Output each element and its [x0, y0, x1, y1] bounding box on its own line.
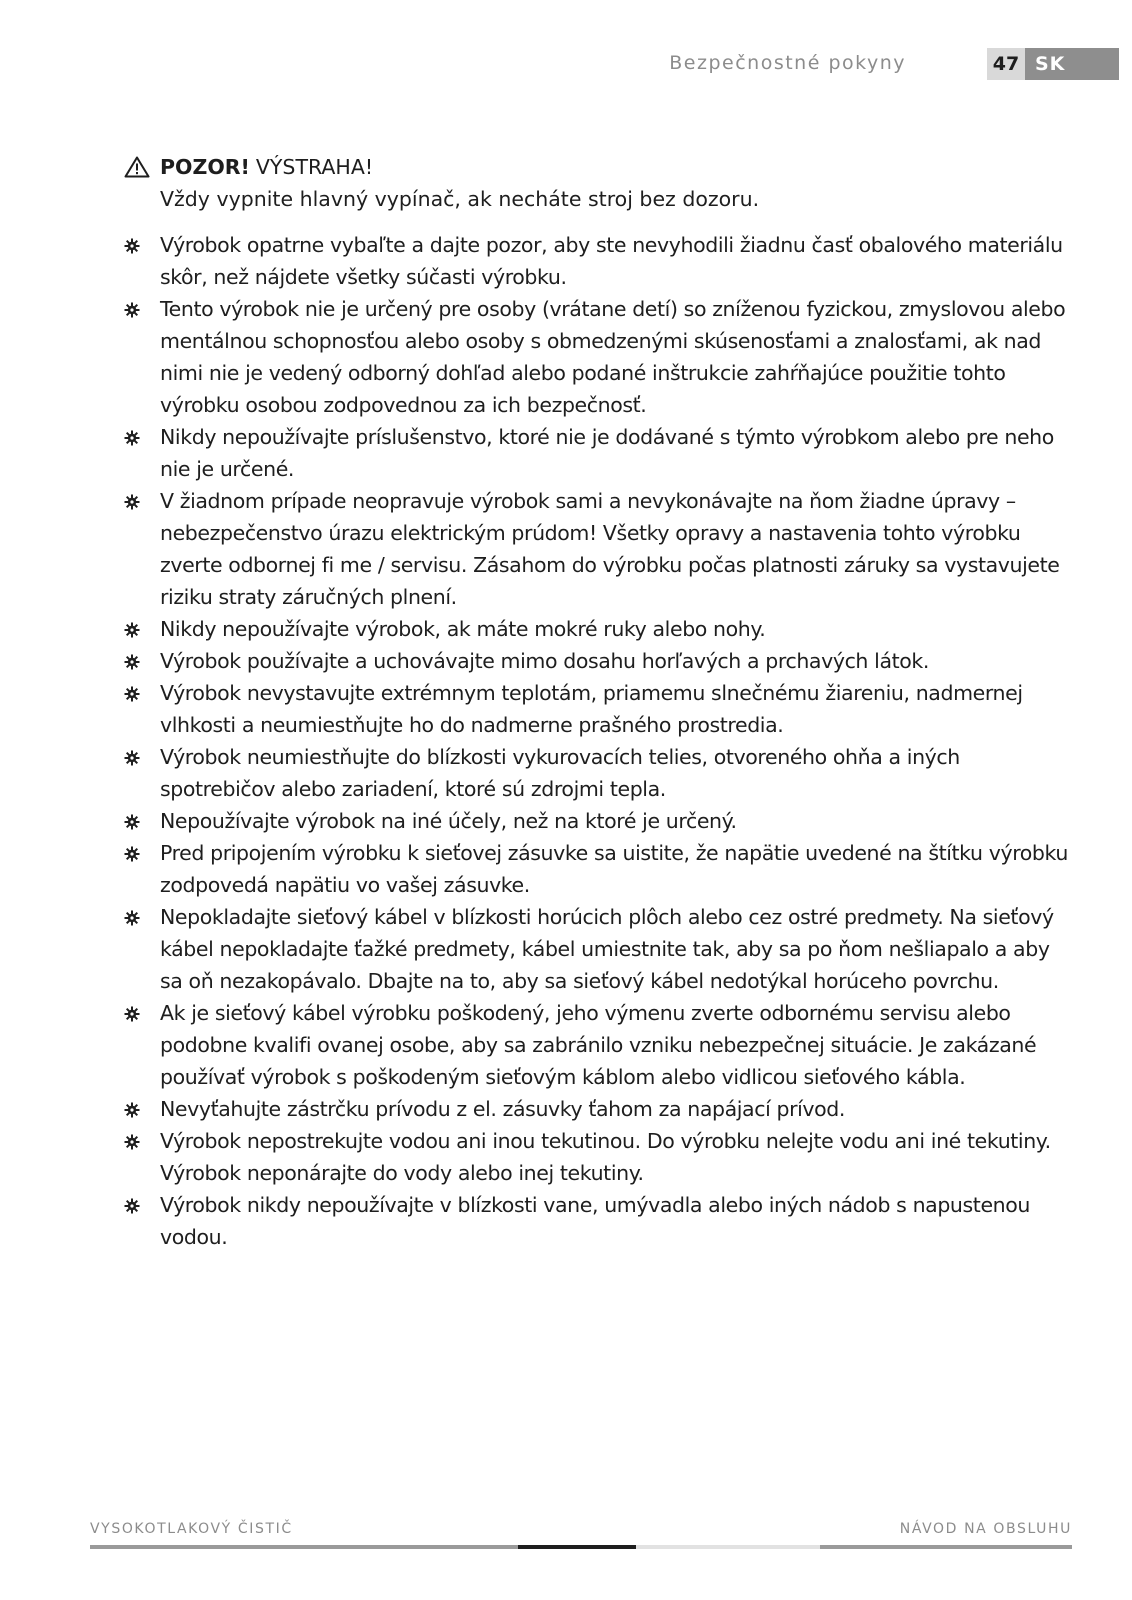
list-item [124, 1093, 1072, 1125]
list-item [124, 613, 1072, 645]
list-item [124, 1125, 1072, 1189]
list-item [124, 645, 1072, 677]
warning-block [124, 151, 1072, 215]
gear-bullet-icon [124, 1102, 140, 1118]
list-item-text: Nevyťahujte zástrčku prívodu z el. zásuvky ťahom za napájací prívod. [160, 1097, 846, 1121]
list-item-text: Výrobok používajte a uchovávajte mimo dosahu horľavých a prchavých látok. [160, 649, 929, 673]
list-item [124, 837, 1072, 901]
list-item [124, 677, 1072, 741]
list-item-text: Nepoužívajte výrobok na iné účely, než na ktoré je určený. [160, 809, 737, 833]
section-title: Bezpečnostné pokyny [669, 52, 906, 74]
footer-document-type: NÁVOD NA OBSLUHU [899, 1521, 1072, 1537]
gear-bullet-icon [124, 1198, 140, 1214]
gear-bullet-icon [124, 910, 140, 926]
warning-label-bold: POZOR! [160, 155, 250, 179]
safety-instructions-list [124, 229, 1072, 1253]
gear-bullet-icon [124, 750, 140, 766]
list-item-text: Výrobok opatrne vybaľte a dajte pozor, aby ste nevyhodili žiadnu časť obalového materiálu skôr, než nájdete všetky súčasti výrobku. [160, 233, 1063, 289]
footer-rule-segment [518, 1545, 636, 1549]
warning-triangle-icon [124, 156, 150, 178]
gear-bullet-icon [124, 686, 140, 702]
list-item [124, 901, 1072, 997]
gear-bullet-icon [124, 622, 140, 638]
list-item [124, 229, 1072, 293]
list-item-text: Tento výrobok nie je určený pre osoby (vrátane detí) so zníženou fyzickou, zmyslovou alebo mentálnou schopnosťou alebo osoby s obmedzenými skúsenosťami a znalosťami, ak nad nimi nie je vedený odborný dohľad alebo podané inštrukcie zahŕňajúce použitie tohto výrobku osobou zodpovednou za ich bezpečnosť. [160, 297, 1066, 417]
gear-bullet-icon [124, 1006, 140, 1022]
list-item [124, 805, 1072, 837]
page-number: 47 [987, 48, 1025, 80]
list-item [124, 1189, 1072, 1253]
list-item-text: Nepokladajte sieťový kábel v blízkosti horúcich plôch alebo cez ostré predmety. Na sieťový kábel nepokladajte ťažké predmety, kábel umiestnite tak, aby sa po ňom nešliapalo a aby sa oň nezakopávalo. Dbajte na to, aby sa sieťový kábel nedotýkal horúceho povrchu. [160, 905, 1054, 993]
list-item-text: Výrobok neumiestňujte do blízkosti vykurovacích telies, otvoreného ohňa a iných spotrebičov alebo zariadení, ktoré sú zdrojmi tepla. [160, 745, 960, 801]
list-item [124, 421, 1072, 485]
gear-bullet-icon [124, 814, 140, 830]
footer-rule-segment [636, 1545, 820, 1549]
language-badge: SK [1025, 48, 1119, 80]
list-item-text: Výrobok nikdy nepoužívajte v blízkosti vane, umývadla alebo iných nádob s napustenou vodou. [160, 1193, 1030, 1249]
gear-bullet-icon [124, 654, 140, 670]
list-item-text: Ak je sieťový kábel výrobku poškodený, jeho výmenu zverte odbornému servisu alebo podobne kvalifi ovanej osobe, aby sa zabránilo vzniku nebezpečnej situácie. Je zakázané používať výrobok s poškodeným sieťovým káblom alebo vidlicou sieťového kábla. [160, 1001, 1037, 1089]
footer-rule-segment [820, 1545, 1072, 1549]
list-item-text: Pred pripojením výrobku k sieťovej zásuvke sa uistite, že napätie uvedené na štítku výrobku zodpovedá napätiu vo vašej zásuvke. [160, 841, 1068, 897]
warning-label: VÝSTRAHA! [255, 155, 374, 179]
list-item [124, 293, 1072, 421]
list-item [124, 997, 1072, 1093]
warning-heading [124, 151, 1072, 183]
list-item-text: Výrobok nepostrekujte vodou ani inou tekutinou. Do výrobku nelejte vodu ani iné tekutiny. Výrobok neponárajte do vody alebo inej tekutiny. [160, 1129, 1051, 1185]
gear-bullet-icon [124, 846, 140, 862]
list-item-text: Nikdy nepoužívajte príslušenstvo, ktoré nie je dodávané s týmto výrobkom alebo pre neho nie je určené. [160, 425, 1054, 481]
warning-text: Vždy vypnite hlavný vypínač, ak necháte stroj bez dozoru. [160, 187, 760, 211]
list-item-text: Nikdy nepoužívajte výrobok, ak máte mokré ruky alebo nohy. [160, 617, 766, 641]
list-item-text: Výrobok nevystavujte extrémnym teplotám, priamemu slnečnému žiareniu, nadmernej vlhkosti a neumiestňujte ho do nadmerne prašného prostredia. [160, 681, 1023, 737]
footer-product-name: VYSOKOTLAKOVÝ ČISTIČ [90, 1521, 293, 1537]
list-item [124, 485, 1072, 613]
gear-bullet-icon [124, 1134, 140, 1150]
gear-bullet-icon [124, 494, 140, 510]
list-item-text: V žiadnom prípade neopravuje výrobok sami a nevykonávajte na ňom žiadne úpravy – nebezpečenstvo úrazu elektrickým prúdom! Všetky opravy a nastavenia tohto výrobku zverte odbornej fi me / servisu. Zásahom do výrobku počas platnosti záruky sa vystavujete riziku straty záručných plnení. [160, 489, 1060, 609]
list-item [124, 741, 1072, 805]
footer-rule-segment [90, 1545, 518, 1549]
gear-bullet-icon [124, 302, 140, 318]
gear-bullet-icon [124, 238, 140, 254]
gear-bullet-icon [124, 430, 140, 446]
